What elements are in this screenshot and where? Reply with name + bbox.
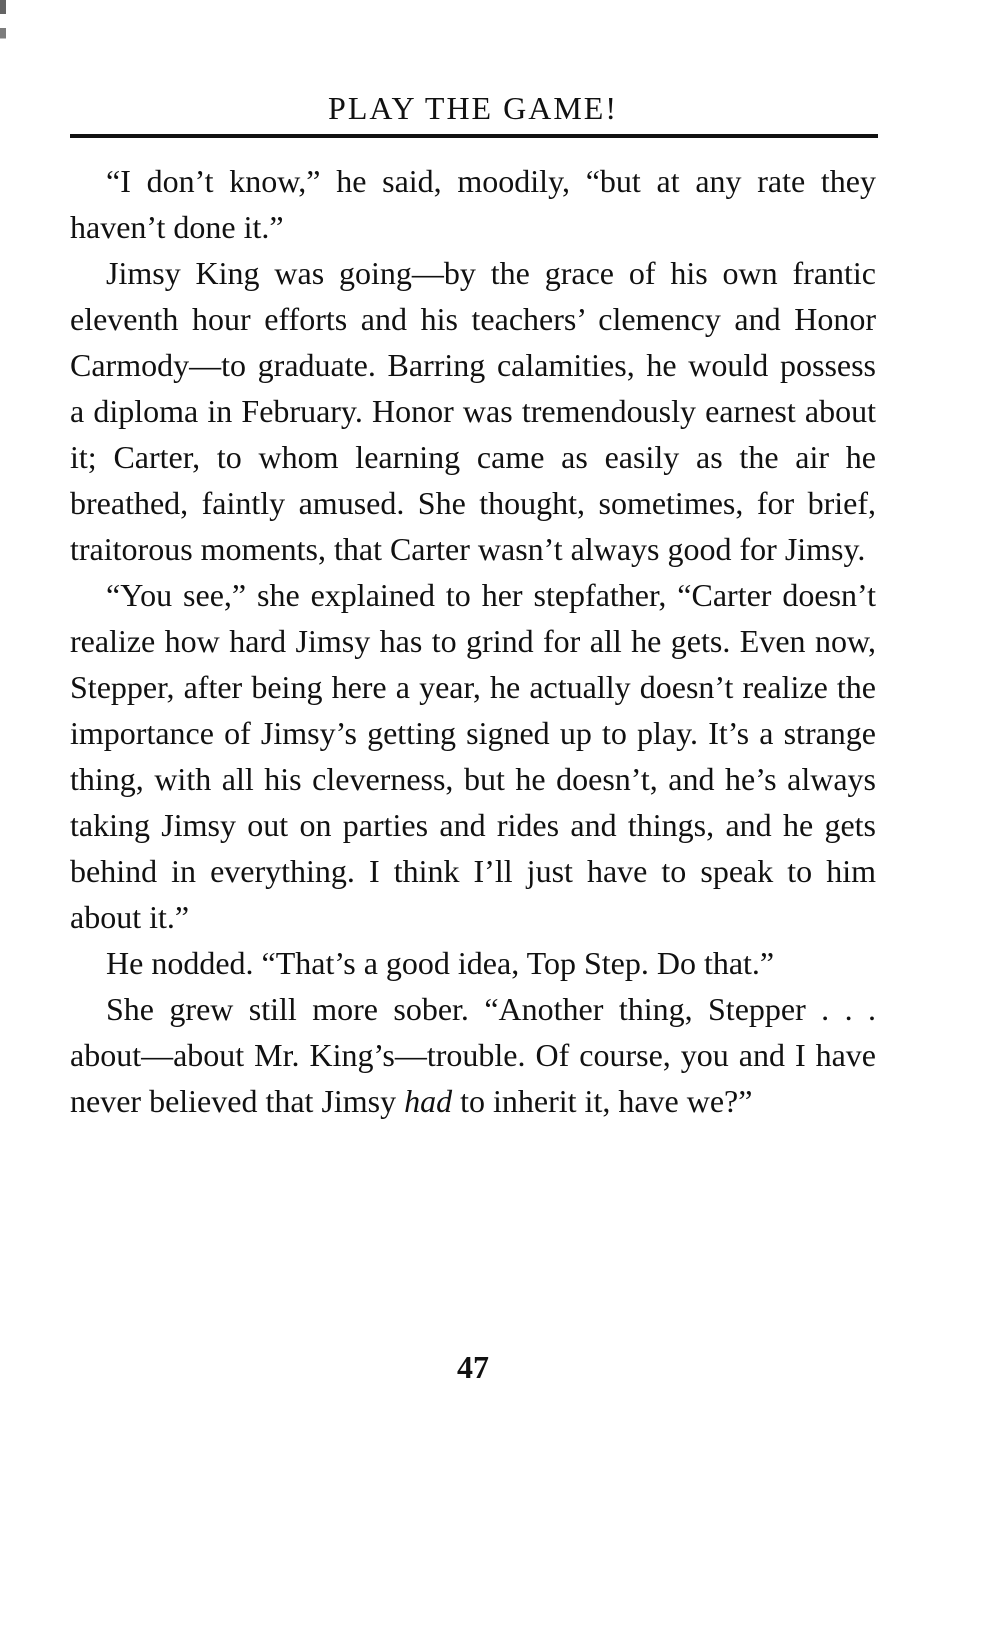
header-rule — [70, 134, 878, 138]
emphasis-word: had — [404, 1083, 453, 1119]
paragraph-3: “You see,” she explained to her stepfather, “Carter doesn’t realize how hard Jimsy has to grind for all he gets. Even now, Stepper, after being here a year, he actually doesn’t realize the importance of Jimsy’s getting signed up to play. It’s a strange thing, with all his cleverness, but he doesn’t, and he’s always taking Jimsy out on parties and rides and things, and he gets behind in everything. I think I’ll just have to speak to him about it.” — [70, 577, 876, 935]
paragraph-5 — [70, 986, 876, 1124]
paragraph-5-end: to inherit it, have we?” — [452, 1083, 753, 1119]
running-head: PLAY THE GAME! — [328, 90, 618, 126]
paragraph-5-text: She grew still more sober. “Another thing, Stepper . . . about—about Mr. King’s—trouble. Of course, you and I have never believed that Jimsy — [70, 991, 876, 1119]
body-text — [70, 158, 876, 1124]
page-number: 47 — [457, 1349, 489, 1385]
paragraph-4: He nodded. “That’s a good idea, Top Step. Do that.” — [106, 945, 775, 981]
page-edge-mark — [0, 0, 6, 70]
paragraph-2: Jimsy King was going—by the grace of his own frantic eleventh hour efforts and his teachers’ clemency and Honor Carmody—to graduate. Barring calamities, he would possess a diploma in February. Honor was tremendously earnest about it; Carter, to whom learning came as easily as the air he breathed, faintly amused. She thought, sometimes, for brief, traitorous moments, that Carter wasn’t always good for Jimsy. — [70, 255, 876, 567]
paragraph-1: “I don’t know,” he said, moodily, “but at any rate they haven’t done it.” — [70, 163, 876, 245]
